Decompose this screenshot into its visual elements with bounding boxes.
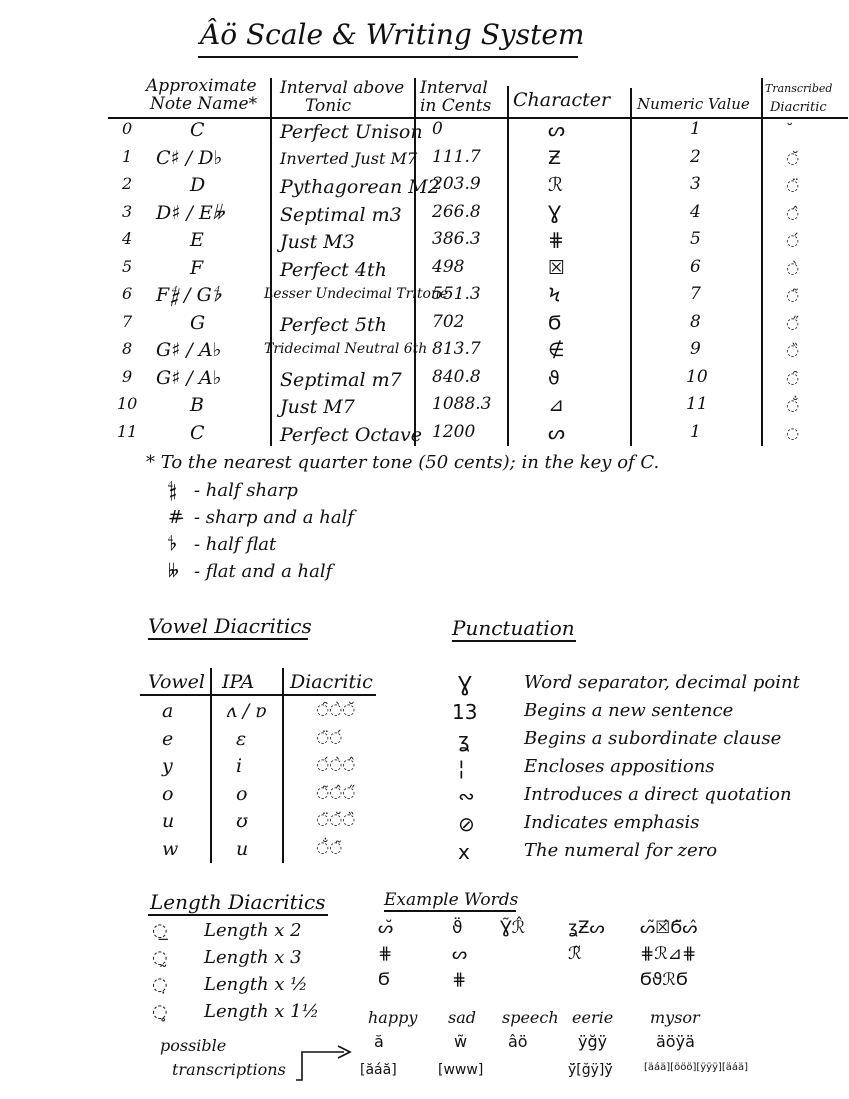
examples-title: Example Words <box>384 890 519 910</box>
note-name: G♯ / A♭ <box>156 339 222 361</box>
transcribed-diacritic: ◌̆ <box>786 148 800 167</box>
punctuation-meaning: Word separator, decimal point <box>524 672 800 693</box>
cents-value: 266.8 <box>432 201 481 222</box>
interval-name: Septimal m7 <box>280 368 402 391</box>
interval-name: Lesser Undecimal Tritone <box>264 286 449 302</box>
numeric-value: 10 <box>686 366 708 387</box>
interval-name: Perfect 4th <box>280 258 387 281</box>
note-name: F <box>190 256 204 279</box>
numeric-value: 3 <box>690 174 701 194</box>
length-diacritic-symbol: ◌̰ <box>152 947 168 968</box>
example-transcription: w̃ <box>454 1032 468 1051</box>
vowel-ipa: ʊ <box>236 810 248 832</box>
character-glyph: ᔕ <box>548 119 565 141</box>
note-name: C <box>190 421 205 444</box>
numeric-value: 2 <box>690 146 701 167</box>
note-name: G♯ / A♭ <box>156 366 222 389</box>
vowel-ipa: o <box>236 782 248 805</box>
note-name: B <box>190 394 204 416</box>
note-name: G <box>190 311 206 334</box>
example-character: ⋕ <box>452 970 467 990</box>
row-index: 2 <box>122 174 133 193</box>
accidental-description: - sharp and a half <box>194 507 354 528</box>
punctuation-title-underline <box>452 640 576 642</box>
transcribed-diacritic: ◌̈ <box>786 176 800 194</box>
example-character: ℛ̃ <box>568 944 582 964</box>
cents-value: 1088.3 <box>432 394 492 414</box>
punctuation-symbol: 13 <box>452 700 478 724</box>
examples-title-underline <box>384 910 516 912</box>
example-transcription: ÿğÿ <box>578 1032 608 1051</box>
punctuation-meaning: Begins a new sentence <box>524 700 734 721</box>
numeric-value: 9 <box>690 339 701 359</box>
header-cents-1: Interval <box>420 78 488 98</box>
transcribed-diacritic: ◌̐ <box>786 396 800 414</box>
scale-col-divider-4 <box>630 88 632 446</box>
vowel-diacritic: ◌̐◌̃ <box>316 837 343 856</box>
numeric-value: 1 <box>690 421 701 442</box>
example-gloss: speech <box>502 1008 559 1027</box>
vowel-letter: o <box>162 782 174 805</box>
row-index: 5 <box>122 256 133 276</box>
accidental-description: - half sharp <box>194 480 298 501</box>
example-transcription: ă <box>374 1032 384 1051</box>
interval-name: Just M7 <box>280 396 355 418</box>
row-index: 6 <box>122 284 133 303</box>
example-transcription: âö <box>508 1032 528 1051</box>
interval-name: Perfect Octave <box>280 423 423 446</box>
vowel-letter: u <box>162 810 175 832</box>
header-interval-2: Tonic <box>305 96 352 116</box>
character-glyph: ⋕ <box>548 229 564 251</box>
example-character: ᔕ̃☒̂Ϭ̃ᔕ̂ <box>640 918 698 938</box>
length-section-title: Length Diacritics <box>150 890 326 914</box>
vowel-col-divider-2 <box>282 668 284 863</box>
header-note-name-1: Approximate <box>146 76 257 96</box>
character-glyph: Ƶ <box>548 146 562 169</box>
header-character: Character <box>513 89 611 111</box>
interval-name: Perfect Unison <box>280 121 423 143</box>
cents-value: 111.7 <box>432 146 481 167</box>
vowel-ipa: i <box>236 755 243 777</box>
vowel-section-title: Vowel Diacritics <box>148 614 312 638</box>
header-numeric: Numeric Value <box>637 95 750 113</box>
example-character: ᔕ̆ <box>378 918 394 938</box>
note-name: F𝄲 / G𝄳 <box>156 284 221 306</box>
example-gloss: happy <box>368 1008 418 1027</box>
vowel-header-vowel: Vowel <box>148 671 205 693</box>
punctuation-symbol: ⊘ <box>458 812 475 836</box>
example-gloss: mysor <box>650 1008 700 1027</box>
character-glyph: ℛ <box>548 174 564 196</box>
transcribed-diacritic: ˘ <box>786 121 794 139</box>
vowel-ipa: u <box>236 837 249 860</box>
transcribed-diacritic: ◌ <box>786 423 800 442</box>
length-description: Length x 3 <box>204 947 302 968</box>
cents-value: 840.8 <box>432 366 481 387</box>
interval-name: Septimal m3 <box>280 203 402 226</box>
example-character: ᔕ <box>452 944 468 964</box>
numeric-value: 11 <box>686 394 708 414</box>
vowel-title-underline <box>148 638 308 640</box>
length-description: Length x 1½ <box>204 1001 320 1022</box>
page-title: Âö Scale & Writing System <box>200 18 585 51</box>
punctuation-meaning: Encloses appositions <box>524 756 715 777</box>
header-diacritic-1: Transcribed <box>765 82 833 95</box>
vowel-letter: a <box>162 700 174 722</box>
punctuation-section-title: Punctuation <box>452 616 575 640</box>
interval-name: Perfect 5th <box>280 313 387 336</box>
character-glyph: Ϟ <box>548 284 561 306</box>
punctuation-symbol: ∾ <box>458 784 475 808</box>
punctuation-symbol: Ɣ <box>458 672 472 696</box>
example-character: ⋕ℛ⊿⋕ <box>640 944 697 964</box>
length-title-underline <box>148 914 328 916</box>
row-index: 0 <box>122 119 133 138</box>
transcribed-diacritic: ◌̂ <box>786 203 800 222</box>
character-glyph: ☒ <box>548 256 566 279</box>
vowel-diacritic: ◌̈◌̆◌̏ <box>316 810 356 828</box>
interval-name: Inverted Just M7 <box>280 148 418 168</box>
length-description: Length x ½ <box>204 974 308 995</box>
interval-name: Pythagorean M2 <box>280 176 440 198</box>
row-index: 11 <box>117 421 138 441</box>
scale-header-rule <box>108 117 848 119</box>
accidental-description: - flat and a half <box>194 561 333 582</box>
row-index: 10 <box>117 394 138 413</box>
row-index: 8 <box>122 339 133 358</box>
vowel-header-diacritic: Diacritic <box>290 671 373 693</box>
transcribed-diacritic: ◌̃ <box>786 286 800 304</box>
scale-col-divider-5 <box>761 78 763 446</box>
header-interval-1: Interval above <box>280 78 405 98</box>
example-character: ϬϑℛϬ <box>640 970 688 990</box>
example-character: ϑ̈ <box>452 918 463 938</box>
example-gloss: eerie <box>572 1008 614 1027</box>
numeric-value: 4 <box>690 201 701 222</box>
length-diacritic-symbol: ◌̣ <box>152 974 168 995</box>
accidental-symbol: #̶ <box>168 507 184 528</box>
transcriptions-label: transcriptions <box>172 1060 286 1079</box>
example-character: ⋕ <box>378 944 393 964</box>
punctuation-meaning: Introduces a direct quotation <box>524 784 792 805</box>
note-name: E <box>190 229 204 251</box>
character-glyph: ⊿ <box>548 394 564 416</box>
possible-label: possible <box>160 1036 227 1055</box>
header-note-name-2: Note Name* <box>150 94 258 114</box>
note-name: D♯ / E𝄫 <box>156 201 225 224</box>
scale-col-divider-3 <box>507 86 509 446</box>
example-bracketed: [www] <box>438 1062 484 1078</box>
title-underline <box>198 56 578 58</box>
accidental-symbol: 𝄲 <box>168 480 177 501</box>
row-index: 1 <box>122 146 133 166</box>
vowel-col-divider-1 <box>210 668 212 863</box>
punctuation-meaning: Begins a subordinate clause <box>524 728 782 749</box>
punctuation-meaning: The numeral for zero <box>524 840 718 861</box>
interval-name: Just M3 <box>280 231 355 253</box>
character-glyph: Ϭ <box>548 311 562 334</box>
vowel-diacritic: ◌́◌̀◌̂ <box>316 755 356 773</box>
length-description: Length x 2 <box>204 920 302 941</box>
cents-value: 702 <box>432 311 465 332</box>
character-glyph: ᔕ <box>548 421 565 444</box>
example-gloss: sad <box>448 1008 476 1027</box>
vowel-letter: y <box>162 755 173 777</box>
transcribed-diacritic: ◌̋ <box>786 313 800 332</box>
cents-value: 498 <box>432 256 465 277</box>
vowel-diacritic: ◌̈◌́ <box>316 727 343 746</box>
row-index: 4 <box>122 229 133 248</box>
cents-value: 386.3 <box>432 229 481 249</box>
example-bracketed: [ăáă] <box>360 1062 397 1078</box>
accidental-symbol: 𝄳 <box>168 534 177 555</box>
note-name: C <box>190 119 205 141</box>
numeric-value: 8 <box>690 311 701 332</box>
scale-col-divider-1 <box>270 78 272 446</box>
vowel-header-ipa: IPA <box>222 671 255 693</box>
punctuation-symbol: ʓ <box>458 728 470 752</box>
vowel-letter: w <box>162 837 179 860</box>
punctuation-symbol: ¦ <box>458 756 465 780</box>
accidental-description: - half flat <box>194 534 277 555</box>
cents-value: 1200 <box>432 421 476 442</box>
vowel-diacritic: ◌̑◌̀◌̆ <box>316 700 356 718</box>
example-character: ʓƵᔕ <box>568 918 605 938</box>
vowel-ipa: ʌ / ɐ <box>226 700 267 722</box>
numeric-value: 5 <box>690 229 701 249</box>
footnote-main: * To the nearest quarter tone (50 cents); in the key of C. <box>146 452 660 473</box>
accidental-symbol: 𝄫 <box>168 561 179 582</box>
example-bracketed: ÿ̆[ğÿ]ÿ̆ <box>568 1062 613 1078</box>
note-name: C♯ / D♭ <box>156 146 223 169</box>
row-index: 7 <box>122 311 133 331</box>
example-bracketed: [äáä][ööö][ÿÿÿ][äáä] <box>644 1062 749 1073</box>
example-transcription: äöÿä <box>656 1032 695 1051</box>
length-diacritic-symbol: ◌̥ <box>152 1001 168 1022</box>
cents-value: 551.3 <box>432 284 481 304</box>
character-glyph: ∉ <box>548 339 565 361</box>
vowel-letter: e <box>162 727 174 750</box>
row-index: 3 <box>122 201 133 221</box>
punctuation-meaning: Indicates emphasis <box>524 812 700 833</box>
numeric-value: 1 <box>690 119 701 139</box>
interval-name: Tridecimal Neutral 6th <box>264 341 428 357</box>
example-character: Ϭ <box>378 970 390 990</box>
transcribed-diacritic: ◌̏ <box>786 341 800 359</box>
length-diacritic-symbol: ◌̲ <box>152 920 168 941</box>
cents-value: 203.9 <box>432 174 481 194</box>
numeric-value: 6 <box>690 256 701 277</box>
punctuation-symbol: x <box>458 840 470 864</box>
cents-value: 0 <box>432 119 443 139</box>
vowel-header-rule <box>140 694 376 696</box>
transcribed-diacritic: ◌̑ <box>786 368 800 387</box>
arrow-icon <box>292 1040 362 1085</box>
vowel-ipa: ɛ <box>236 727 247 750</box>
note-name: D <box>190 174 206 196</box>
cents-value: 813.7 <box>432 339 481 359</box>
vowel-diacritic: ◌̃◌̂◌̋ <box>316 782 356 801</box>
example-character: Ɣ̃ℛ̂ <box>500 918 526 938</box>
row-index: 9 <box>122 366 133 386</box>
character-glyph: ϑ <box>548 366 560 389</box>
transcribed-diacritic: ◌̀ <box>786 258 800 277</box>
transcribed-diacritic: ◌́ <box>786 231 800 249</box>
header-cents-2: in Cents <box>420 96 492 116</box>
character-glyph: Ɣ <box>548 201 562 224</box>
header-diacritic-2: Diacritic <box>770 100 827 115</box>
numeric-value: 7 <box>690 284 701 304</box>
